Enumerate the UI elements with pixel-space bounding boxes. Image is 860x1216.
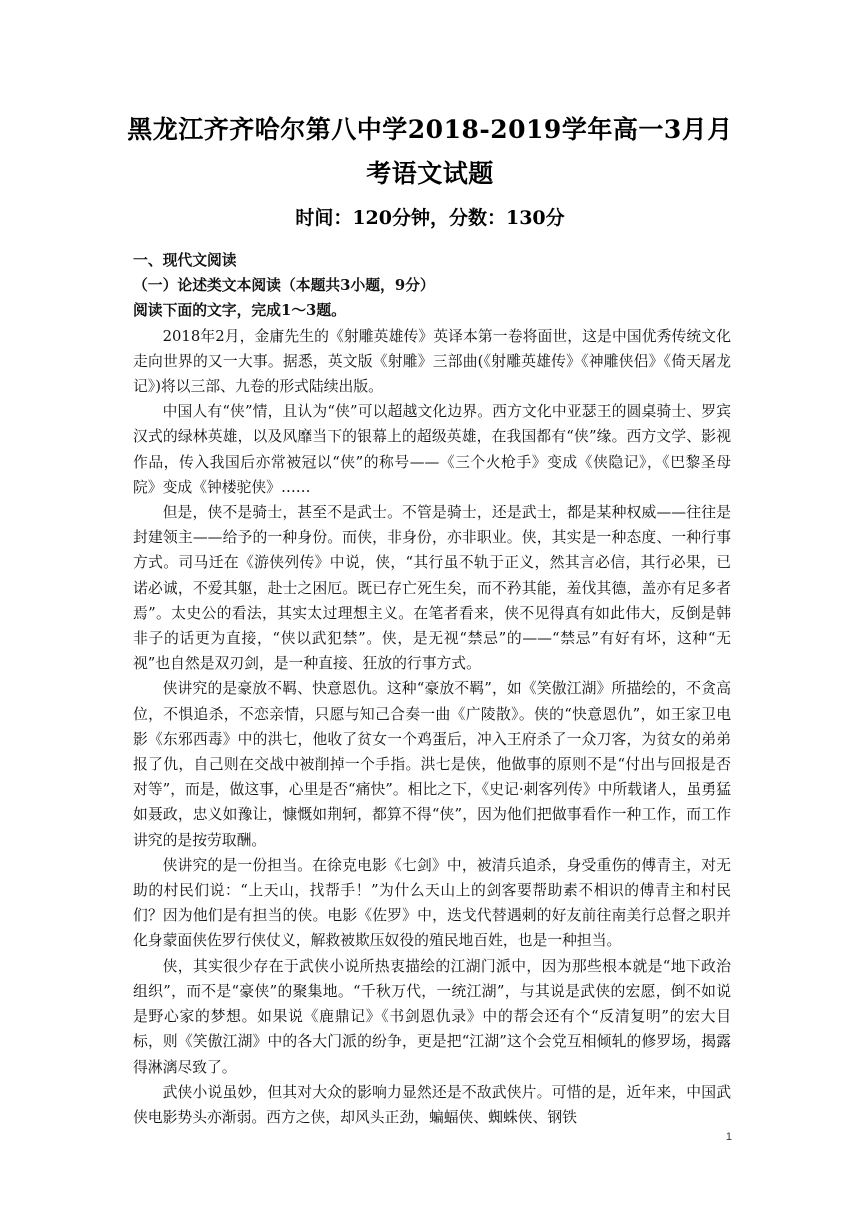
reading-instruction: 阅读下面的文字，完成1～3题。 bbox=[133, 302, 346, 320]
paragraph: 中国人有“侠”情，且认为“侠”可以超越文化边界。西方文化中亚瑟王的圆桌骑士、罗宾汉式的绿林英雄，以及风靡当下的银幕上的超级英雄，在我国都有“侠”缘。西方文学、影视作品，传入我国后亦常被冠以“侠”的称号——《三个火枪手》变成《侠隐记》，《巴黎圣母院》变成《钟楼驼侠》…… bbox=[133, 403, 731, 496]
section-heading: 一、现代文阅读 bbox=[133, 252, 237, 269]
page-number: 1 bbox=[725, 1131, 732, 1143]
document-title-line-1: 黑龙江齐齐哈尔第八中学2018-2019学年高一3月月 bbox=[127, 115, 733, 144]
document-body bbox=[133, 248, 731, 1130]
paragraph: 侠讲究的是一份担当。在徐克电影《七剑》中，被清兵追杀，身受重伤的傅青主，对无助的村民们说：“上天山，找帮手！”为什么天山上的剑客要帮助素不相识的傅青主和村民们？因为他们是有担当的侠。电影《佐罗》中，迭戈代替遇刺的好友前往南美行总督之职并化身蒙面侠佐罗行侠仗义，解救被欺压奴役的殖民地百姓，也是一种担当。 bbox=[133, 856, 731, 950]
paragraph: 武侠小说虽妙，但其对大众的影响力显然还是不敌武侠片。可惜的是，近年来，中国武侠电影势头亦渐弱。西方之侠，却风头正劲，蝙蝠侠、蜘蛛侠、钢铁 bbox=[133, 1083, 731, 1126]
subsection-heading: （一）论述类文本阅读（本题共3小题，9分） bbox=[133, 277, 435, 295]
paragraph: 侠，其实很少存在于武侠小说所热衷描绘的江湖门派中，因为那些根本就是“地下政治组织”，而不是“豪侠”的聚集地。“千秋万代，一统江湖”，与其说是武侠的宏愿，倒不如说是野心家的梦想。如果说《鹿鼎记》《书剑恩仇录》中的帮会还有个“反清复明”的宏大目标，则《笑傲江湖》中的各大门派的纷争，更是把“江湖”这个会党互相倾轧的修罗场，揭露得淋漓尽致了。 bbox=[133, 957, 731, 1076]
paragraph: 2018年2月，金庸先生的《射雕英雄传》英译本第一卷将面世，这是中国优秀传统文化走向世界的又一大事。据悉，英文版《射雕》三部曲(《射雕英雄传》《神雕侠侣》《倚天屠龙记》)将以三部、九卷的形式陆续出版。 bbox=[133, 327, 731, 396]
paragraph: 侠讲究的是豪放不羁、快意恩仇。这种“豪放不羁”，如《笑傲江湖》所描绘的，不贪高位，不惧追杀，不恋亲情，只愿与知己合奏一曲《广陵散》。侠的“快意恩仇”，如王家卫电影《东邪西毒》中的洪七，他收了贫女一个鸡蛋后，冲入王府杀了一众刀客，为贫女的弟弟报了仇，自己则在交战中被削掉一个手指。洪七是侠，他做事的原则不是“付出与回报是否对等”，而是，做这事，心里是否“痛快”。相比之下，《史记·刺客列传》中所载诸人，虽勇猛如聂政，忠义如豫让，慷慨如荆轲，都算不得“侠”，因为他们把做事看作一种工作，而工作讲究的是按劳取酬。 bbox=[133, 680, 731, 849]
exam-time-score: 时间：120分钟，分数：130分 bbox=[295, 207, 565, 229]
paragraph: 但是，侠不是骑士，甚至不是武士。不管是骑士，还是武士，都是某种权威——往往是封建领主——给予的一种身份。而侠，非身份，亦非职业。侠，其实是一种态度、一种行事方式。司马迁在《游侠列传》中说，侠，“其行虽不轨于正义，然其言必信，其行必果，已诺必诚，不爱其躯，赴士之困厄。既已存亡死生矣，而不矜其能，羞伐其德，盖亦有足多者焉”。太史公的看法，其实太过理想主义。在笔者看来，侠不见得真有如此伟大，反倒是韩非子的话更为直接，“侠以武犯禁”。侠，是无视“禁忌”的——“禁忌”有好有坏，这种“无视”也自然是双刃剑，是一种直接、狂放的行事方式。 bbox=[133, 504, 731, 673]
document-title-line-2: 考语文试题 bbox=[366, 159, 494, 188]
